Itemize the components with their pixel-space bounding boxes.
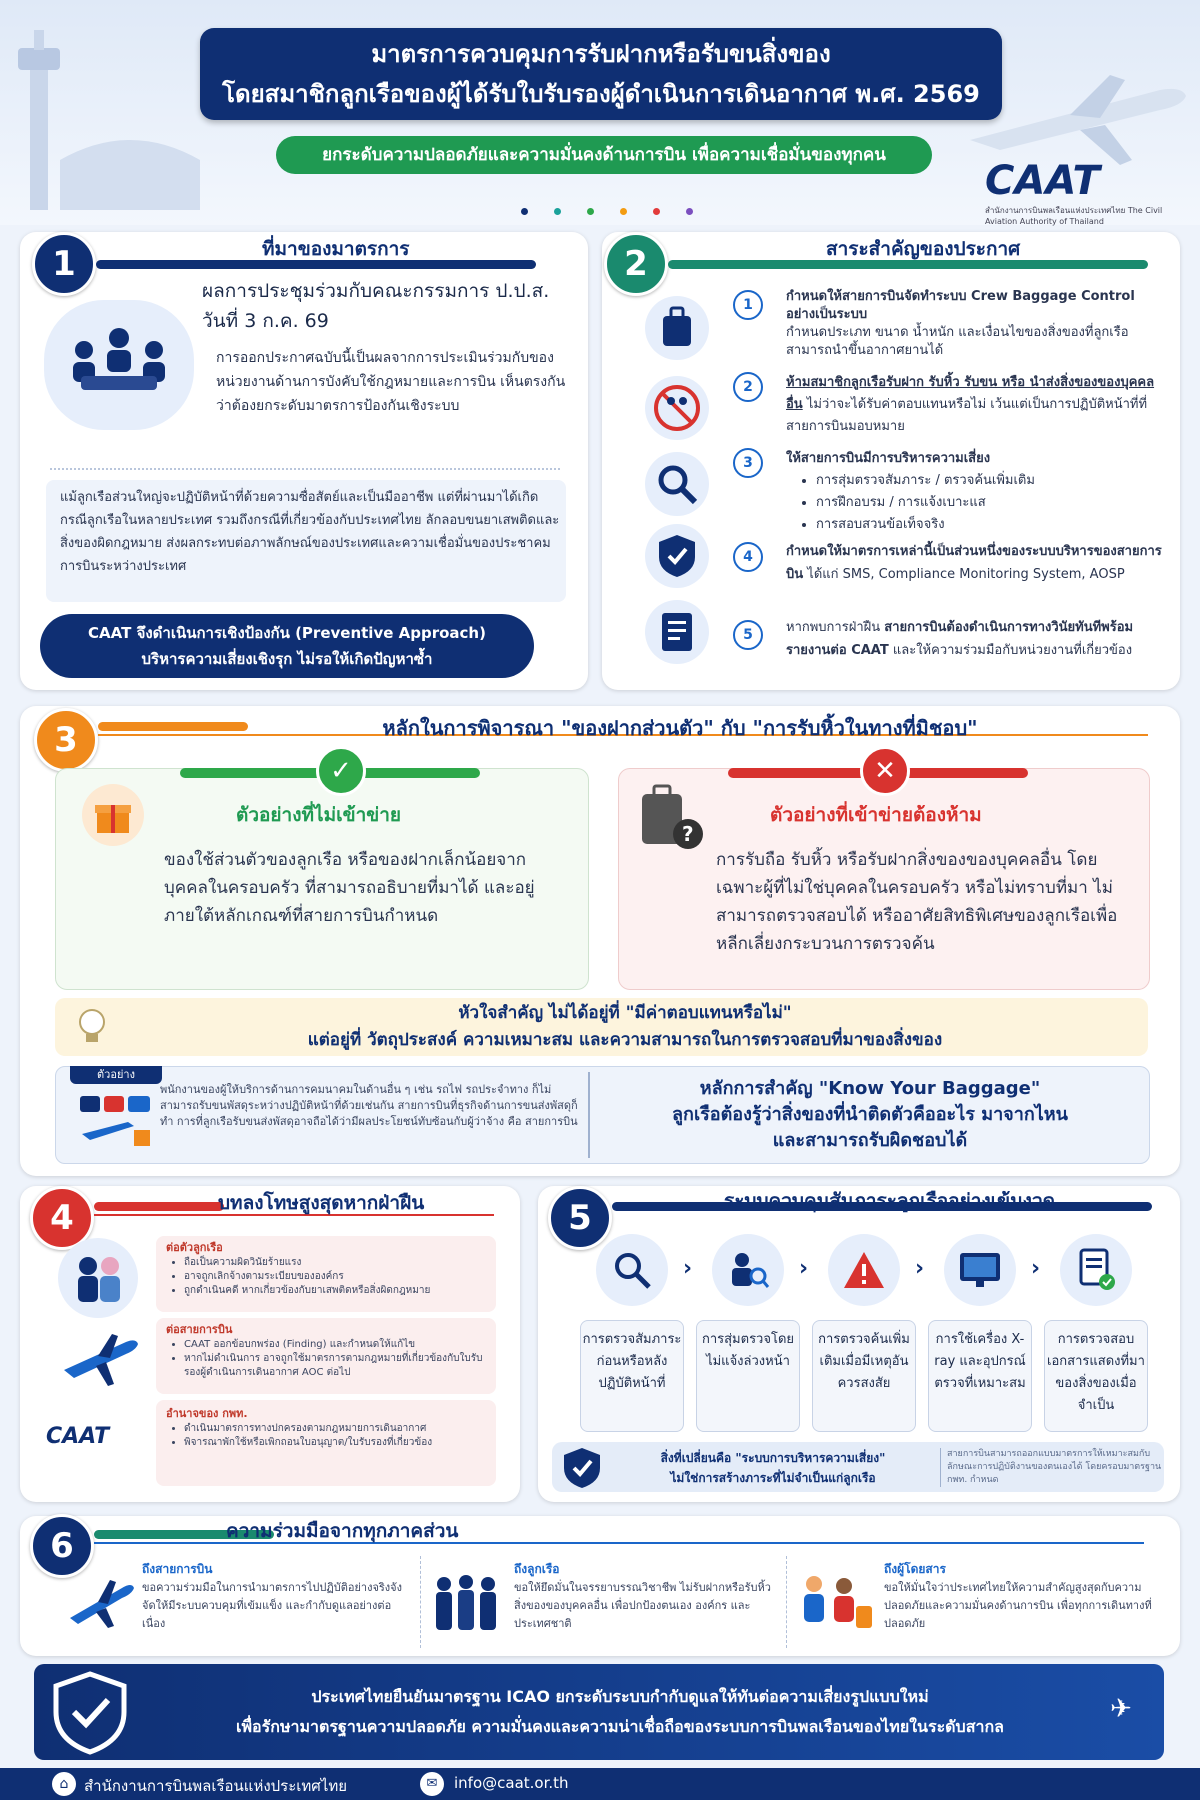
shield-check-icon <box>562 1446 602 1494</box>
passengers-icon <box>796 1572 876 1640</box>
cooperation-head: ถึงผู้โดยสาร <box>884 1562 946 1576</box>
item-number-3: 3 <box>733 448 763 478</box>
notice-item-3-bullet: • การสอบสวนข้อเท็จจริง <box>816 514 1166 536</box>
control-step: การตรวจสัมภาระก่อนหรือหลังปฏิบัติหน้าที่ <box>580 1320 684 1432</box>
notice-item-1 <box>786 288 1166 360</box>
icao-line-1: ประเทศไทยยืนยันมาตรฐาน ICAO ยกระดับระบบกำกับดูแลให้ทันต่อความเสี่ยงรูปแบบใหม่ <box>311 1687 929 1706</box>
cooperation-head: ถึงลูกเรือ <box>514 1562 560 1576</box>
section-5-number: 5 <box>548 1186 612 1250</box>
luggage-question-icon <box>636 782 706 856</box>
penalty-airline <box>166 1320 491 1380</box>
section-6-number: 6 <box>30 1514 94 1578</box>
section-1-title: ที่มาของมาตรการ <box>262 238 410 260</box>
principle-line-1: หลักการสำคัญ "Know Your Baggage" <box>699 1078 1041 1099</box>
penalty-item: • ดำเนินมาตรการทางปกครองตามกฎหมายการเดินอากาศ <box>184 1422 491 1436</box>
magnifier-icon <box>645 452 709 516</box>
allowed-title: ตัวอย่างที่ไม่เข้าข่าย <box>236 804 402 826</box>
chevron-right-icon: › <box>1031 1256 1041 1281</box>
control-step: การตรวจสอบเอกสารแสดงที่มาของสิ่งของเมื่อจำเป็น <box>1044 1320 1148 1432</box>
dot <box>521 208 528 215</box>
meeting-line-1: ผลการประชุมร่วมกับคณะกรรมการ ป.ป.ส. <box>202 280 550 302</box>
notice-item-5 <box>786 616 1166 662</box>
banner-line-2: บริหารความเสี่ยงเชิงรุก ไม่รอให้เกิดปัญหาซ้ำ <box>141 650 433 668</box>
cooperation-text: ขอให้มั่นใจว่าประเทศไทยให้ความสำคัญสูงสุดกับความปลอดภัยและความมั่นคงด้านการบิน เพื่อทุกการเดินทางที่ปลอดภัย <box>884 1581 1152 1630</box>
allowed-text: ของใช้ส่วนตัวของลูกเรือ หรือของฝากเล็กน้อยจากบุคคลในครอบครัว ที่สามารถอธิบายที่มาได้ และอยู่ภายใต้หลักเกณฑ์ที่สายการบินกำหนด <box>164 850 535 926</box>
decorative-dots <box>508 200 706 219</box>
section-6-title: ความร่วมมือจากทุกภาคส่วน <box>226 1520 459 1542</box>
penalty-crew <box>166 1238 491 1298</box>
risk-note <box>608 1448 938 1488</box>
control-step: การใช้เครื่อง X-ray และอุปกรณ์ตรวจที่เหมาะสม <box>928 1320 1032 1432</box>
home-icon: ⌂ <box>52 1772 76 1796</box>
notice-item-3-bullet: • การฝึกอบรม / การแจ้งเบาะแส <box>816 492 1166 514</box>
cooperation-text: ขอความร่วมมือในการนำมาตรการไปปฏิบัติอย่างจริงจัง จัดให้มีระบบควบคุมที่เข้มแข็ง และกำกับดูแลอย่างต่อเนื่อง <box>142 1581 402 1630</box>
title-line-1: มาตรการควบคุมการรับฝากหรือรับขนสิ่งของ <box>371 40 831 68</box>
airport-tower-illustration <box>0 20 200 210</box>
key-point-line-1: หัวใจสำคัญ ไม่ได้อยู่ที่ "มีค่าตอบแทนหรือไม่" <box>458 1003 792 1023</box>
risk-side-note: สายการบินสามารถออกแบบมาตรการให้เหมาะสมกับลักษณะการปฏิบัติงานของตนเองได้ โดยครอบมาตรฐาน กพท. กำหนด <box>940 1448 1163 1487</box>
penalty-crew-head: ต่อตัวลูกเรือ <box>166 1241 223 1254</box>
penalty-item: • หากไม่ดำเนินการ อาจถูกใช้มาตรการตามกฎหมายที่เกี่ยวข้องกับใบรับรองผู้ดำเนินการเดินอากาศ AOC ต่อไป <box>184 1352 491 1380</box>
notice-item-5-text: และให้ความร่วมมือกับหน่วยงานที่เกี่ยวข้อง <box>892 643 1133 658</box>
penalty-item: • พิจารณาพักใช้หรือเพิกถอนใบอนุญาต/ใบรับรองที่เกี่ยวข้อง <box>184 1436 491 1450</box>
item-number-4: 4 <box>733 542 763 572</box>
crew-group-icon <box>430 1572 504 1640</box>
prohibited-text: การรับถือ รับหิ้ว หรือรับฝากสิ่งของของบุคคลอื่น โดยเฉพาะผู้ที่ไม่ใช่บุคคลในครอบครัว หรือไม่ทราบที่มา ไม่สามารถตรวจสอบได้ หรืออาศัยสิทธิพิเศษของลูกเรือเพื่อหลีกเลี่ยงกระบวนการตรวจค้น <box>716 850 1118 954</box>
penalty-item: • อาจถูกเลิกจ้างตามระเบียบขององค์กร <box>184 1270 491 1284</box>
section-4-title: บทลงโทษสูงสุดหากฝ่าฝืน <box>218 1192 425 1214</box>
risk-note-line-2: ไม่ใช่การสร้างภาระที่ไม่จำเป็นแก่ลูกเรือ <box>670 1471 876 1485</box>
footer-org: สำนักงานการบินพลเรือนแห่งประเทศไทย <box>84 1777 348 1795</box>
preventive-approach-banner <box>40 614 534 678</box>
penalty-item: • ถูกดำเนินคดี หากเกี่ยวข้องกับยาเสพติดหรือสิ่งผิดกฎหมาย <box>184 1284 491 1298</box>
principle-line-2: ลูกเรือต้องรู้ว่าสิ่งของที่นำติดตัวคืออะไร มาจากไหน <box>672 1104 1068 1125</box>
luggage-icon <box>645 296 709 360</box>
section-5-title: ระบบควบคุมสัมภาระลูกเรืออย่างเข้มงวด <box>724 1190 1055 1212</box>
icao-line-2: เพื่อรักษามาตรฐานความปลอดภัย ความมั่นคงและความน่าเชื่อถือของระบบการบินพลเรือนของไทยในระดับสากล <box>236 1717 1004 1736</box>
dot <box>686 208 693 215</box>
meeting-line-2: วันที่ 3 ก.ค. 69 <box>202 310 329 332</box>
lightbulb-icon <box>72 1006 112 1052</box>
dot <box>620 208 627 215</box>
risk-note-line-1: สิ่งที่เปลี่ยนคือ "ระบบการบริหารความเสี่ยง" <box>660 1451 886 1465</box>
magnifier-icon <box>596 1234 668 1306</box>
meeting-icon <box>44 300 194 430</box>
example-divider <box>588 1072 590 1158</box>
penalty-airline-head: ต่อสายการบิน <box>166 1323 233 1336</box>
caat-logo-subtitle: สำนักงานการบินพลเรือนแห่งประเทศไทย The Civil Aviation Authority of Thailand <box>985 206 1163 226</box>
notice-item-2-bold: ห้ามสมาชิกลูกเรือรับฝาก รับหิ้ว รับขน หรือ นำส่งสิ่งของของบุคคลอื่น <box>786 375 1155 412</box>
chevron-right-icon: › <box>799 1256 809 1281</box>
notice-item-3-bullet: • การสุ่มตรวจสัมภาระ / ตรวจค้นเพิ่มเติม <box>816 470 1166 492</box>
col-divider <box>786 1556 787 1648</box>
chevron-right-icon: › <box>915 1256 925 1281</box>
cooperation-passenger <box>884 1560 1154 1633</box>
example-tag: ตัวอย่าง <box>70 1066 162 1084</box>
penalty-item: • CAAT ออกข้อบกพร่อง (Finding) และกำหนดให้แก้ไข <box>184 1338 491 1352</box>
shield-check-icon <box>645 524 709 588</box>
dot <box>554 208 561 215</box>
prohibited-title: ตัวอย่างที่เข้าข่ายต้องห้าม <box>770 804 982 826</box>
no-handover-icon <box>645 376 709 440</box>
notice-item-1-bold: กำหนดให้สายการบินจัดทำระบบ Crew Baggage Control อย่างเป็นระบบ <box>786 289 1135 322</box>
key-point-text <box>120 1000 1130 1054</box>
example-text: พนักงานของผู้ให้บริการด้านการคมนาคมในด้านอื่น ๆ เช่น รถไฟ รถประจำทาง ก็ไม่สามารถรับขนพัสดุระหว่างปฏิบัติหน้าที่ด้วยเช่นกัน สายการบินที่ธุรกิจด้านการขนส่งพัสดุก็ทำ การที่ลูกเรือรับขนส่งพัสดุอาจถือได้ว่ามีผลประโยชน์ทับซ้อนกับผู้ว่าจ้าง คือ สายการบิน <box>160 1083 578 1128</box>
section-3-bar <box>98 722 248 731</box>
meeting-info <box>202 276 549 336</box>
airplane-icon <box>66 1574 136 1634</box>
item-number-2: 2 <box>733 372 763 402</box>
gift-icon <box>82 784 144 846</box>
icao-banner-text <box>140 1682 1100 1742</box>
item-number-1: 1 <box>733 290 763 320</box>
chevron-right-icon: › <box>683 1256 693 1281</box>
notice-item-1-text: กำหนดประเภท ขนาด น้ำหนัก และเงื่อนไขของสิ่งของที่ลูกเรือสามารถนำขึ้นอากาศยานได้ <box>786 325 1129 358</box>
section-2-number: 2 <box>604 232 668 296</box>
cooperation-crew <box>514 1560 784 1633</box>
know-your-baggage <box>600 1076 1140 1154</box>
notice-item-2-text: ไม่ว่าจะได้รับค่าตอบแทนหรือไม่ เว้นแต่เป็นการปฏิบัติหน้าที่ที่สายการบินมอบหมาย <box>786 397 1148 434</box>
banner-line-1: CAAT จึงดำเนินการเชิงป้องกัน (Preventive Approach) <box>88 624 486 642</box>
cooperation-head: ถึงสายการบิน <box>142 1562 213 1576</box>
notice-item-4 <box>786 540 1166 586</box>
notice-item-4-text: ได้แก่ SMS, Compliance Monitoring System, AOSP <box>807 567 1125 582</box>
plane-glyph-icon: ✈ <box>1110 1694 1132 1724</box>
penalty-authority-head: อำนาจของ กพท. <box>166 1407 248 1420</box>
section-1-number: 1 <box>32 232 96 296</box>
subtitle: ยกระดับความปลอดภัยและความมั่นคงด้านการบิน เพื่อความเชื่อมั่นของทุกคน <box>276 136 932 174</box>
principle-line-3: และสามารถรับผิดชอบได้ <box>772 1130 968 1151</box>
airplane-icon <box>60 1330 140 1394</box>
shield-check-icon <box>50 1670 130 1760</box>
section-4-number: 4 <box>30 1186 94 1250</box>
item-number-5: 5 <box>733 620 763 650</box>
footer-email[interactable]: info@caat.or.th <box>454 1774 569 1792</box>
check-icon: ✓ <box>316 746 366 796</box>
transport-icon <box>78 1092 156 1156</box>
section-1-paragraph-2: แม้ลูกเรือส่วนใหญ่จะปฏิบัติหน้าที่ด้วยความซื่อสัตย์และเป็นมืออาชีพ แต่ที่ผ่านมาได้เกิดกรณีลูกเรือในหลายประเทศ รวมถึงกรณีที่เกี่ยวข้องกับประเทศไทย ลักลอบขนยาเสพติดและสิ่งของผิดกฎหมาย ส่งผลกระทบต่อภาพลักษณ์ของประเทศและความเชื่อมั่นของประชาคมการบินระหว่างประเทศ <box>60 490 560 574</box>
dot <box>587 208 594 215</box>
section-2-title: สาระสำคัญของประกาศ <box>826 238 1021 260</box>
document-icon <box>645 600 709 664</box>
notice-item-3 <box>786 448 1166 536</box>
cross-icon: ✕ <box>860 746 910 796</box>
section-3-number: 3 <box>34 708 98 772</box>
notice-item-5-pre: หากพบการฝ่าฝืน <box>786 620 881 635</box>
crew-icon <box>58 1238 138 1318</box>
penalty-authority <box>166 1404 491 1450</box>
title-line-2: โดยสมาชิกลูกเรือของผู้ได้รับใบรับรองผู้ดำเนินการเดินอากาศ พ.ศ. 2569 <box>222 80 980 108</box>
key-point-line-2: แต่อยู่ที่ วัตถุประสงค์ ความเหมาะสม และความสามารถในการตรวจสอบที่มาของสิ่งของ <box>307 1030 943 1050</box>
svg-text:?: ? <box>682 822 694 846</box>
cooperation-text: ขอให้ยึดมั่นในจรรยาบรรณวิชาชีพ ไม่รับฝากหรือรับหิ้วสิ่งของของบุคคลอื่น เพื่อปกป้องตนเอง องค์กร และประเทศชาติ <box>514 1581 771 1630</box>
col-divider <box>420 1556 421 1648</box>
section-1-paragraph-1: การออกประกาศฉบับนี้เป็นผลจากการประเมินร่วมกับของหน่วยงานด้านการบังคับใช้กฎหมายและการบิน เห็นตรงกันว่าต้องยกระดับมาตรการป้องกันเชิงระบบ <box>216 350 566 414</box>
control-step: การสุ่มตรวจโดยไม่แจ้งล่วงหน้า <box>696 1320 800 1432</box>
control-step: การตรวจค้นเพิ่มเติมเมื่อมีเหตุอันควรสงสัย <box>812 1320 916 1432</box>
divider <box>50 468 560 470</box>
email-icon: ✉ <box>420 1772 444 1796</box>
document-check-icon <box>1060 1234 1132 1306</box>
caat-small-logo: CAAT <box>46 1424 110 1449</box>
notice-item-5-bold: สายการบินต้องดำเนินการทางวินัยทันทีพร้อมรายงานต่อ CAAT <box>786 620 1134 658</box>
cooperation-airline <box>142 1560 408 1633</box>
caat-logo: CAAT <box>985 158 1100 204</box>
section-3-title: หลักในการพิจารณา "ของฝากส่วนตัว" กับ "การรับหิ้วในทางที่มิชอบ" <box>382 716 978 740</box>
dot <box>653 208 660 215</box>
notice-item-3-bold: ให้สายการบินมีการบริหารความเสี่ยง <box>786 451 991 466</box>
inspector-icon <box>712 1234 784 1306</box>
notice-item-4-bold: กำหนดให้มาตรการเหล่านี้เป็นส่วนหนึ่งของระบบบริหารของสายการบิน <box>786 544 1162 582</box>
section-4-bar <box>94 1202 224 1211</box>
notice-item-2 <box>786 372 1166 438</box>
main-title <box>200 28 1002 120</box>
penalty-item: • ถือเป็นความผิดวินัยร้ายแรง <box>184 1256 491 1270</box>
xray-monitor-icon <box>944 1234 1016 1306</box>
warning-icon <box>828 1234 900 1306</box>
